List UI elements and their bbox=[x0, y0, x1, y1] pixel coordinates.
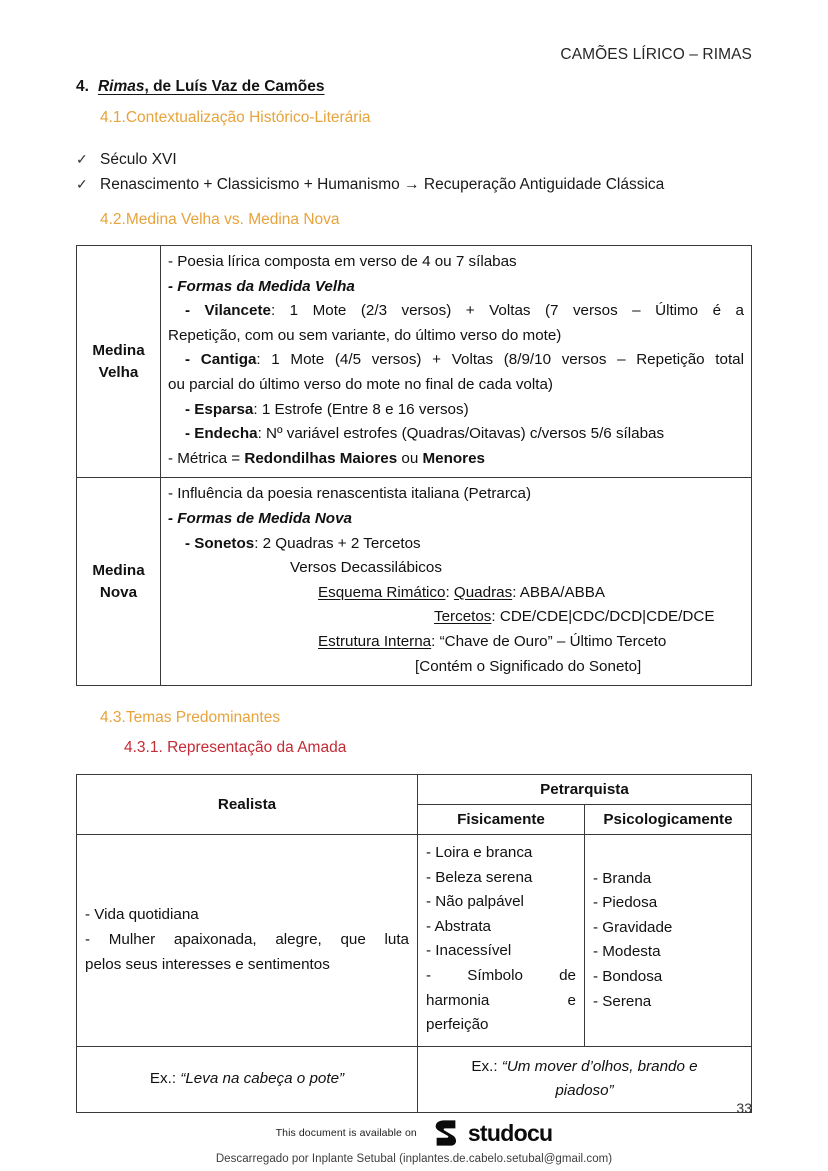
list-item: - Loira e branca bbox=[426, 844, 533, 861]
realista-line-3: pelos seus interesses e sentimentos bbox=[85, 955, 330, 973]
list-item: - Branda bbox=[593, 869, 652, 887]
cell-example-realista bbox=[77, 1046, 418, 1112]
subheading-4-1: 4.1.Contextualização Histórico-Literária bbox=[100, 109, 371, 126]
list-item-word-de: de bbox=[559, 966, 576, 984]
list-item: - Bondosa bbox=[593, 967, 663, 985]
list-item: - Serena bbox=[593, 992, 652, 1010]
estrutura-interna-value: : “Chave de Ouro” – Último Terceto bbox=[431, 632, 667, 650]
line-versos-decassilabicos: Versos Decassilábicos bbox=[290, 559, 442, 577]
section-title-text bbox=[98, 78, 325, 95]
line-poesia-lirica: - Poesia lírica composta em verso de 4 ou 7 sílabas bbox=[168, 253, 517, 270]
line-estrutura-interna bbox=[168, 630, 744, 655]
line-formas-medida-nova bbox=[168, 507, 744, 532]
line-tercetos bbox=[168, 605, 744, 630]
list-item-word-simbolo: Símbolo bbox=[467, 966, 523, 984]
list-item bbox=[76, 147, 664, 172]
example-quote-line-1: “Um mover d’olhos, brando e bbox=[501, 1057, 698, 1075]
subheading-4-2: 4.2.Medina Velha vs. Medina Nova bbox=[100, 211, 340, 228]
esparsa-desc: : 1 Estrofe (Entre 8 e 16 versos) bbox=[253, 400, 469, 418]
check-icon: ✓ bbox=[76, 176, 88, 192]
tercetos-label: Tercetos bbox=[434, 608, 492, 626]
subheading-4-3: 4.3.Temas Predominantes bbox=[100, 709, 281, 726]
formas-medida-nova-label: - Formas de Medida Nova bbox=[168, 509, 352, 527]
cell-example-petrarquista bbox=[418, 1046, 752, 1112]
list-item: - Modesta bbox=[593, 943, 661, 961]
section-number: 4. bbox=[76, 78, 89, 95]
row-label-medina-nova bbox=[77, 478, 161, 686]
studocu-mark-icon bbox=[431, 1118, 461, 1148]
quadras-value: : ABBA/ABBA bbox=[512, 583, 606, 601]
downloaded-by-text: Descarregado por Inplante Setubal (inplantes.de.cabelo.setubal@gmail.com) bbox=[215, 1153, 613, 1165]
page-title bbox=[76, 78, 325, 96]
term-esparsa: - Esparsa bbox=[185, 400, 254, 418]
example-prefix: Ex.: bbox=[471, 1057, 502, 1075]
section-title-italic: Rimas bbox=[97, 78, 145, 95]
column-header-psicologicamente: Psicologicamente bbox=[585, 805, 752, 835]
list-item-dash: - bbox=[426, 966, 432, 984]
table-header-row bbox=[77, 775, 752, 805]
list-item bbox=[76, 172, 664, 197]
table-row bbox=[77, 478, 752, 686]
line-influencia: - Influência da poesia renascentista italiana (Petrarca) bbox=[168, 485, 532, 503]
line-formas-medida-velha bbox=[168, 275, 744, 300]
table-row bbox=[77, 246, 752, 478]
line-vilancete-cont: Repetição, com ou sem variante, do último verso do mote) bbox=[168, 326, 562, 344]
check-icon: ✓ bbox=[76, 151, 88, 167]
row-label-line-2: Nova bbox=[99, 583, 138, 601]
formas-medida-velha-label: - Formas da Medida Velha bbox=[168, 277, 355, 295]
term-endecha: - Endecha bbox=[185, 425, 258, 443]
list-item: - Inacessível bbox=[426, 942, 512, 960]
realista-line-2: - Mulher apaixonada, alegre, que luta bbox=[85, 931, 409, 949]
term-cantiga: - Cantiga bbox=[185, 351, 257, 369]
esquema-rimatico-label: Esquema Rimático bbox=[318, 583, 446, 601]
line-cantiga-cont: ou parcial do último verso do mote no final de cada volta) bbox=[168, 375, 553, 393]
cell-medina-velha-content bbox=[161, 246, 752, 478]
running-header: CAMÕES LÍRICO – RIMAS bbox=[560, 46, 752, 63]
line-endecha bbox=[168, 422, 744, 447]
studocu-footer bbox=[0, 1118, 828, 1165]
table-row bbox=[77, 835, 752, 1047]
cell-realista-body bbox=[77, 835, 418, 1047]
table-representacao-amada bbox=[76, 774, 752, 1113]
realista-line-1: - Vida quotidiana bbox=[85, 906, 199, 924]
sonetos-desc: : 2 Quadras + 2 Tercetos bbox=[254, 534, 421, 552]
line-metrica bbox=[168, 447, 744, 472]
example-quote: “Leva na cabeça o pote” bbox=[180, 1070, 345, 1088]
column-header-realista: Realista bbox=[77, 775, 418, 835]
estrutura-interna-label: Estrutura Interna bbox=[318, 632, 432, 650]
checklist-item-label: Século XVI bbox=[100, 151, 177, 168]
table-row bbox=[77, 1046, 752, 1112]
section-title-rest: , de Luís Vaz de Camões bbox=[144, 78, 325, 95]
example-prefix: Ex.: bbox=[149, 1070, 181, 1088]
list-item: - Gravidade bbox=[593, 918, 673, 936]
list-item-word-e: e bbox=[567, 991, 576, 1009]
tercetos-value: : CDE/CDE|CDC/DCD|CDE/DCE bbox=[491, 608, 715, 626]
term-sonetos: - Sonetos bbox=[185, 534, 255, 552]
list-item bbox=[426, 964, 576, 989]
row-label-line-2: Velha bbox=[98, 363, 139, 381]
row-label-medina-velha bbox=[77, 246, 161, 478]
metrica-bold-1: Redondilhas Maiores bbox=[244, 449, 398, 467]
table-medina-velha-nova bbox=[76, 245, 752, 686]
line-esparsa bbox=[168, 398, 744, 423]
term-vilancete: - Vilancete bbox=[185, 302, 271, 320]
vilancete-desc: : 1 Mote (2/3 versos) + Voltas (7 versos – Último é a bbox=[270, 302, 744, 320]
cantiga-desc: : 1 Mote (4/5 versos) + Voltas (8/9/10 versos – Repetição total bbox=[256, 351, 744, 369]
column-header-petrarquista: Petrarquista bbox=[418, 775, 752, 805]
studocu-available-text: This document is available on bbox=[275, 1127, 417, 1139]
page-number: 33 bbox=[736, 1100, 752, 1116]
studocu-wordmark: studocu bbox=[467, 1119, 553, 1146]
line-esquema-rimatico bbox=[168, 581, 744, 606]
metrica-bold-2: Menores bbox=[422, 449, 485, 467]
list-item: - Não palpável bbox=[426, 893, 524, 911]
line-cantiga bbox=[168, 348, 744, 373]
list-item-continuation: perfeição bbox=[426, 1016, 489, 1034]
metrica-mid: ou bbox=[397, 449, 423, 467]
list-item: - Abstrata bbox=[426, 917, 491, 935]
list-item: - Beleza serena bbox=[426, 868, 533, 886]
list-item: - Piedosa bbox=[593, 894, 658, 912]
cell-fisicamente-body bbox=[418, 835, 585, 1047]
list-item-word-harmonia: harmonia bbox=[426, 991, 490, 1009]
list-item-continuation bbox=[426, 989, 576, 1014]
row-label-line-1: Medina bbox=[92, 561, 145, 579]
line-contem-significado: [Contém o Significado do Soneto] bbox=[415, 657, 642, 675]
studocu-availability-line bbox=[276, 1118, 553, 1148]
example-quote-line-2: piadoso” bbox=[555, 1082, 614, 1100]
studocu-logo[interactable] bbox=[431, 1118, 553, 1148]
cell-psicologicamente-body bbox=[585, 835, 752, 1047]
endecha-desc: : Nº variável estrofes (Quadras/Oitavas) c/versos 5/6 sílabas bbox=[257, 425, 665, 443]
quadras-label: Quadras bbox=[453, 583, 513, 601]
cell-medina-nova-content bbox=[161, 478, 752, 686]
line-vilancete bbox=[168, 299, 744, 324]
checklist-item-label: Renascimento + Classicismo + Humanismo → Recuperação Antiguidade Clássica bbox=[100, 176, 665, 193]
metrica-prefix: - Métrica = bbox=[168, 449, 245, 467]
subheading-4-3-1: 4.3.1. Representação da Amada bbox=[124, 739, 347, 756]
column-header-fisicamente: Fisicamente bbox=[418, 805, 585, 835]
row-label-line-1: Medina bbox=[92, 341, 145, 359]
line-sonetos bbox=[168, 532, 744, 557]
checklist bbox=[76, 147, 664, 197]
esquema-sep: : bbox=[445, 583, 454, 601]
